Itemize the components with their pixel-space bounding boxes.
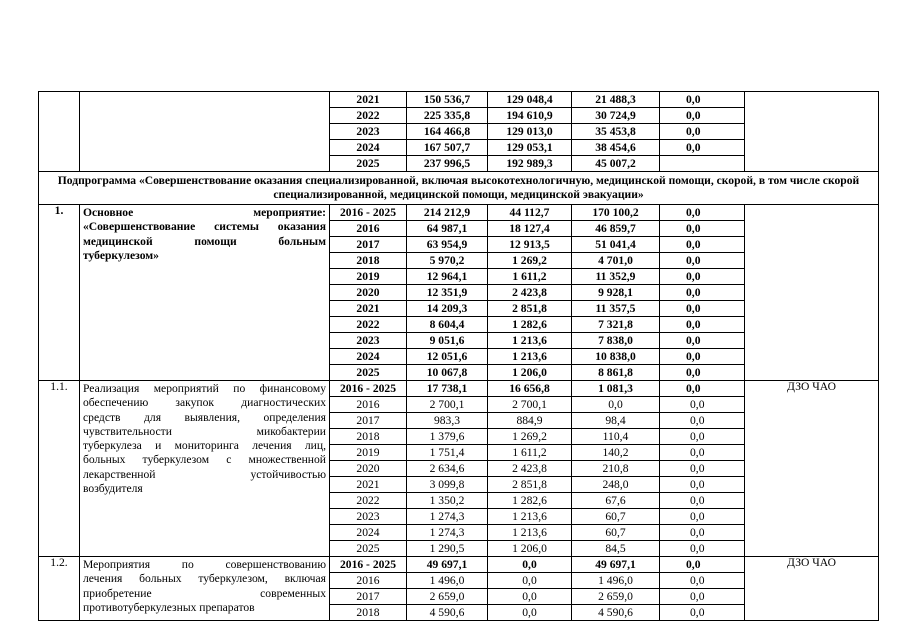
okrug-budget-cell: 1 213,6	[488, 349, 572, 365]
description-line: противотуберкулезных препаратов	[83, 600, 255, 614]
year-cell: 2017	[330, 237, 407, 253]
okrug-budget-cell: 2 851,8	[488, 477, 572, 493]
description-line: лекарственной устойчивостью	[83, 467, 326, 481]
federal-budget-cell: 210,8	[572, 461, 660, 477]
total-cell: 1 751,4	[407, 445, 488, 461]
item-number: 1.1.	[39, 381, 80, 557]
federal-budget-cell: 170 100,2	[572, 205, 660, 221]
item-description	[80, 381, 330, 557]
okrug-budget-cell: 2 423,8	[488, 285, 572, 301]
total-cell: 49 697,1	[407, 557, 488, 573]
year-cell: 2017	[330, 413, 407, 429]
description-line: лечения больных туберкулезом, включая	[83, 572, 326, 586]
okrug-budget-cell: 1 206,0	[488, 541, 572, 557]
number-cell	[39, 92, 80, 172]
total-cell: 10 067,8	[407, 365, 488, 381]
subprogram-row	[39, 172, 879, 205]
description-line: туберкулезом»	[83, 248, 159, 262]
federal-budget-cell: 7 838,0	[572, 333, 660, 349]
federal-budget-cell: 67,6	[572, 493, 660, 509]
federal-budget-cell: 11 352,9	[572, 269, 660, 285]
other-sources-cell	[660, 156, 745, 172]
total-cell: 167 507,7	[407, 140, 488, 156]
total-cell: 12 351,9	[407, 285, 488, 301]
total-cell: 63 954,9	[407, 237, 488, 253]
federal-budget-cell: 30 724,9	[572, 108, 660, 124]
total-cell: 3 099,8	[407, 477, 488, 493]
okrug-budget-cell: 0,0	[488, 557, 572, 573]
other-sources-cell: 0,0	[660, 124, 745, 140]
executor-cell	[745, 205, 879, 381]
other-sources-cell: 0,0	[660, 333, 745, 349]
other-sources-cell: 0,0	[660, 589, 745, 605]
year-cell: 2022	[330, 317, 407, 333]
year-cell: 2024	[330, 349, 407, 365]
year-cell: 2016	[330, 221, 407, 237]
federal-budget-cell: 11 357,5	[572, 301, 660, 317]
other-sources-cell: 0,0	[660, 221, 745, 237]
other-sources-cell: 0,0	[660, 381, 745, 397]
year-cell: 2019	[330, 269, 407, 285]
okrug-budget-cell: 2 851,8	[488, 301, 572, 317]
budget-table-body	[39, 92, 879, 621]
okrug-budget-cell: 1 206,0	[488, 365, 572, 381]
year-cell: 2025	[330, 156, 407, 172]
okrug-budget-cell: 12 913,5	[488, 237, 572, 253]
other-sources-cell: 0,0	[660, 237, 745, 253]
year-cell: 2018	[330, 429, 407, 445]
description-line: Основное мероприятие:	[83, 206, 326, 219]
year-cell: 2018	[330, 605, 407, 621]
year-cell: 2016 - 2025	[330, 557, 407, 573]
description-line: больных туберкулезом с множественной	[83, 453, 326, 467]
other-sources-cell: 0,0	[660, 285, 745, 301]
description-cell	[80, 92, 330, 172]
okrug-budget-cell: 1 213,6	[488, 525, 572, 541]
okrug-budget-cell: 1 282,6	[488, 493, 572, 509]
federal-budget-cell: 1 496,0	[572, 573, 660, 589]
year-cell: 2020	[330, 285, 407, 301]
total-cell: 9 051,6	[407, 333, 488, 349]
okrug-budget-cell: 1 213,6	[488, 333, 572, 349]
other-sources-cell: 0,0	[660, 205, 745, 221]
federal-budget-cell: 10 838,0	[572, 349, 660, 365]
table-row	[39, 205, 879, 221]
total-cell: 1 496,0	[407, 573, 488, 589]
year-cell: 2016 - 2025	[330, 205, 407, 221]
okrug-budget-cell: 0,0	[488, 589, 572, 605]
other-sources-cell: 0,0	[660, 445, 745, 461]
federal-budget-cell: 49 697,1	[572, 557, 660, 573]
okrug-budget-cell: 129 053,1	[488, 140, 572, 156]
other-sources-cell: 0,0	[660, 413, 745, 429]
budget-table	[38, 91, 879, 621]
federal-budget-cell: 98,4	[572, 413, 660, 429]
subprogram-title: Подпрограмма «Совершенствование оказания специализированной, включая высокотехнологичную, медицинской помощи, скорой, в том числе скорой специализированной, медицинской помощи, медицинской эвакуации»	[39, 172, 879, 205]
federal-budget-cell: 1 081,3	[572, 381, 660, 397]
description-line: «Совершенствование системы оказания	[83, 220, 326, 234]
other-sources-cell: 0,0	[660, 365, 745, 381]
okrug-budget-cell: 2 423,8	[488, 461, 572, 477]
item-number: 1.2.	[39, 557, 80, 621]
okrug-budget-cell: 884,9	[488, 413, 572, 429]
okrug-budget-cell: 192 989,3	[488, 156, 572, 172]
year-cell: 2016 - 2025	[330, 381, 407, 397]
other-sources-cell: 0,0	[660, 557, 745, 573]
federal-budget-cell: 84,5	[572, 541, 660, 557]
okrug-budget-cell: 1 611,2	[488, 269, 572, 285]
total-cell: 1 274,3	[407, 525, 488, 541]
federal-budget-cell: 110,4	[572, 429, 660, 445]
year-cell: 2022	[330, 108, 407, 124]
federal-budget-cell: 38 454,6	[572, 140, 660, 156]
year-cell: 2023	[330, 509, 407, 525]
federal-budget-cell: 45 007,2	[572, 156, 660, 172]
okrug-budget-cell: 194 610,9	[488, 108, 572, 124]
other-sources-cell: 0,0	[660, 477, 745, 493]
federal-budget-cell: 60,7	[572, 525, 660, 541]
total-cell: 2 634,6	[407, 461, 488, 477]
total-cell: 1 379,6	[407, 429, 488, 445]
total-cell: 1 290,5	[407, 541, 488, 557]
year-cell: 2023	[330, 124, 407, 140]
table-row	[39, 557, 879, 573]
year-cell: 2020	[330, 461, 407, 477]
okrug-budget-cell: 1 611,2	[488, 445, 572, 461]
okrug-budget-cell: 0,0	[488, 573, 572, 589]
executor-cell: ДЗО ЧАО	[745, 557, 879, 621]
okrug-budget-cell: 129 048,4	[488, 92, 572, 108]
federal-budget-cell: 140,2	[572, 445, 660, 461]
total-cell: 1 274,3	[407, 509, 488, 525]
other-sources-cell: 0,0	[660, 429, 745, 445]
federal-budget-cell: 51 041,4	[572, 237, 660, 253]
okrug-budget-cell: 16 656,8	[488, 381, 572, 397]
other-sources-cell: 0,0	[660, 397, 745, 413]
other-sources-cell: 0,0	[660, 253, 745, 269]
year-cell: 2019	[330, 445, 407, 461]
description-line: возбудителя	[83, 482, 143, 496]
okrug-budget-cell: 44 112,7	[488, 205, 572, 221]
total-cell: 150 536,7	[407, 92, 488, 108]
total-cell: 17 738,1	[407, 381, 488, 397]
year-cell: 2023	[330, 333, 407, 349]
total-cell: 2 700,1	[407, 397, 488, 413]
okrug-budget-cell: 1 269,2	[488, 253, 572, 269]
other-sources-cell: 0,0	[660, 509, 745, 525]
federal-budget-cell: 7 321,8	[572, 317, 660, 333]
description-line: обеспечению закупок диагностических	[83, 396, 326, 410]
item-description	[80, 557, 330, 621]
other-sources-cell: 0,0	[660, 525, 745, 541]
total-cell: 983,3	[407, 413, 488, 429]
description-line: медицинской помощи больным	[83, 234, 326, 248]
total-cell: 12 964,1	[407, 269, 488, 285]
federal-budget-cell: 9 928,1	[572, 285, 660, 301]
federal-budget-cell: 21 488,3	[572, 92, 660, 108]
total-cell: 2 659,0	[407, 589, 488, 605]
total-cell: 5 970,2	[407, 253, 488, 269]
executor-cell: ДЗО ЧАО	[745, 381, 879, 557]
other-sources-cell: 0,0	[660, 493, 745, 509]
description-line: Реализация мероприятий по финансовому	[83, 382, 326, 395]
description-line: приобретение современных	[83, 586, 326, 600]
okrug-budget-cell: 18 127,4	[488, 221, 572, 237]
other-sources-cell: 0,0	[660, 461, 745, 477]
okrug-budget-cell: 129 013,0	[488, 124, 572, 140]
total-cell: 1 350,2	[407, 493, 488, 509]
other-sources-cell: 0,0	[660, 349, 745, 365]
total-cell: 214 212,9	[407, 205, 488, 221]
other-sources-cell: 0,0	[660, 269, 745, 285]
other-sources-cell: 0,0	[660, 108, 745, 124]
total-cell: 12 051,6	[407, 349, 488, 365]
executor-cell	[745, 92, 879, 172]
federal-budget-cell: 248,0	[572, 477, 660, 493]
description-line: Мероприятия по совершенствованию	[83, 558, 326, 571]
other-sources-cell: 0,0	[660, 573, 745, 589]
year-cell: 2016	[330, 573, 407, 589]
okrug-budget-cell: 0,0	[488, 605, 572, 621]
federal-budget-cell: 0,0	[572, 397, 660, 413]
total-cell: 64 987,1	[407, 221, 488, 237]
other-sources-cell: 0,0	[660, 605, 745, 621]
total-cell: 225 335,8	[407, 108, 488, 124]
federal-budget-cell: 8 861,8	[572, 365, 660, 381]
year-cell: 2017	[330, 589, 407, 605]
year-cell: 2021	[330, 92, 407, 108]
item-description	[80, 205, 330, 381]
year-cell: 2021	[330, 301, 407, 317]
year-cell: 2025	[330, 541, 407, 557]
description-line: чувствительности микобактерии	[83, 424, 326, 438]
year-cell: 2024	[330, 525, 407, 541]
year-cell: 2025	[330, 365, 407, 381]
total-cell: 237 996,5	[407, 156, 488, 172]
other-sources-cell: 0,0	[660, 140, 745, 156]
total-cell: 8 604,4	[407, 317, 488, 333]
total-cell: 164 466,8	[407, 124, 488, 140]
table-row	[39, 92, 879, 108]
table-row	[39, 381, 879, 397]
federal-budget-cell: 35 453,8	[572, 124, 660, 140]
other-sources-cell: 0,0	[660, 317, 745, 333]
year-cell: 2021	[330, 477, 407, 493]
okrug-budget-cell: 1 282,6	[488, 317, 572, 333]
year-cell: 2022	[330, 493, 407, 509]
description-line: средств для выявления, определения	[83, 410, 326, 424]
federal-budget-cell: 4 701,0	[572, 253, 660, 269]
federal-budget-cell: 4 590,6	[572, 605, 660, 621]
description-line: туберкулеза и мониторинга лечения лиц,	[83, 439, 326, 453]
year-cell: 2018	[330, 253, 407, 269]
year-cell: 2024	[330, 140, 407, 156]
federal-budget-cell: 60,7	[572, 509, 660, 525]
year-cell: 2016	[330, 397, 407, 413]
total-cell: 14 209,3	[407, 301, 488, 317]
item-number: 1.	[39, 205, 80, 381]
federal-budget-cell: 2 659,0	[572, 589, 660, 605]
okrug-budget-cell: 2 700,1	[488, 397, 572, 413]
other-sources-cell: 0,0	[660, 541, 745, 557]
other-sources-cell: 0,0	[660, 92, 745, 108]
okrug-budget-cell: 1 213,6	[488, 509, 572, 525]
federal-budget-cell: 46 859,7	[572, 221, 660, 237]
other-sources-cell: 0,0	[660, 301, 745, 317]
okrug-budget-cell: 1 269,2	[488, 429, 572, 445]
total-cell: 4 590,6	[407, 605, 488, 621]
